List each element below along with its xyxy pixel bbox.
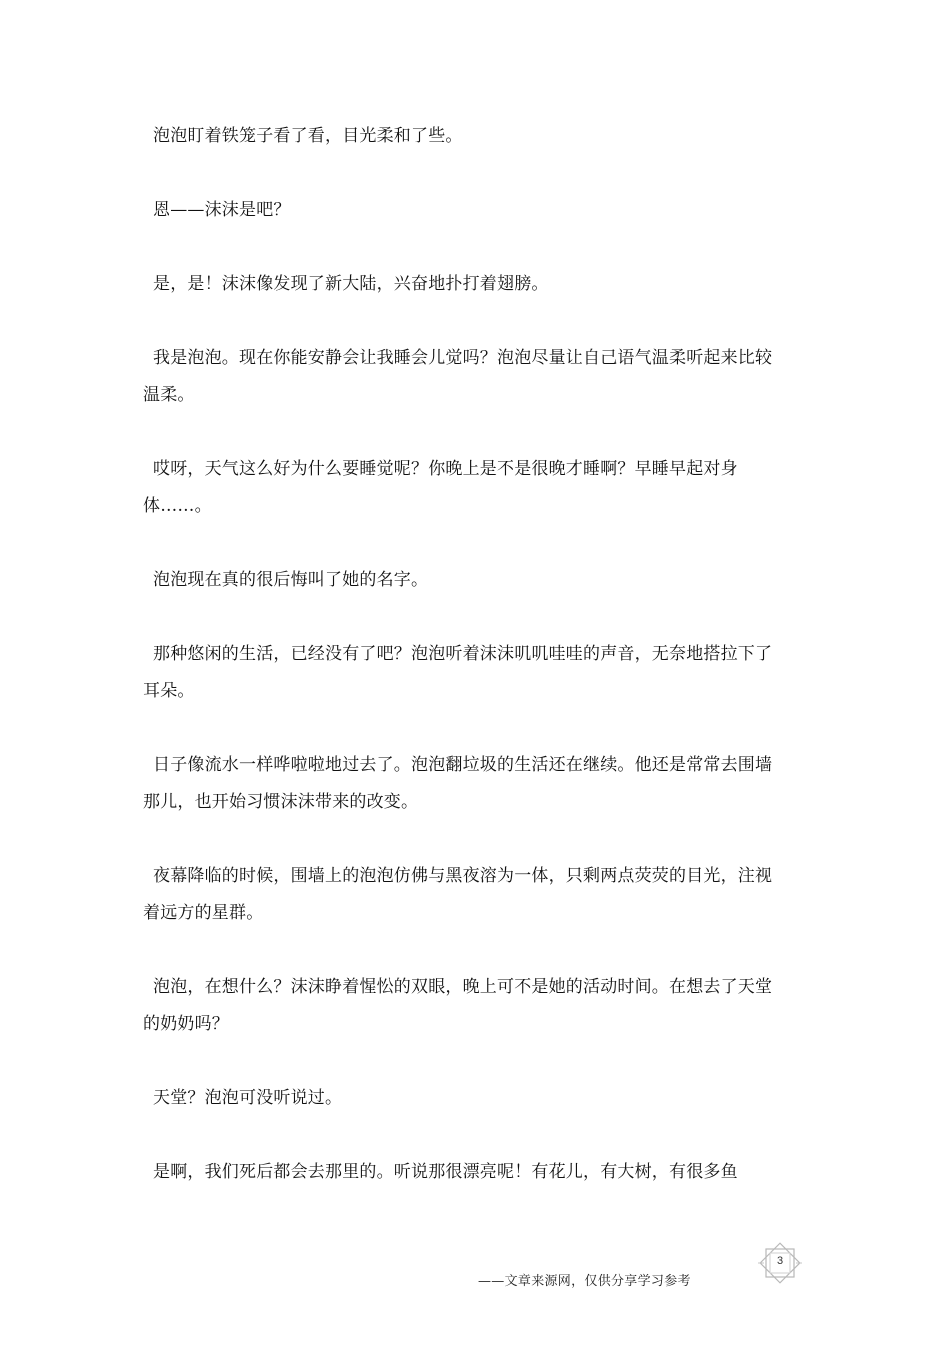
paragraph: 日子像流水一样哗啦啦地过去了。泡泡翻垃圾的生活还在继续。他还是常常去围墙那儿，也开始习惯沫沫带来的改变。 bbox=[143, 755, 773, 812]
paragraph: 泡泡，在想什么？沫沫睁着惺忪的双眼，晚上可不是她的活动时间。在想去了天堂的奶奶吗？ bbox=[143, 977, 773, 1034]
footer-source-note: ——文章来源网，仅供分享学习参考 bbox=[478, 1274, 691, 1289]
paragraph: 泡泡盯着铁笼子看了看，目光柔和了些。 bbox=[153, 126, 463, 146]
page-number-badge bbox=[756, 1242, 804, 1284]
paragraph: 是啊，我们死后都会去那里的。听说那很漂亮呢！有花儿，有大树，有很多鱼 bbox=[153, 1162, 738, 1182]
paragraph: 那种悠闲的生活，已经没有了吧？泡泡听着沫沫叽叽哇哇的声音，无奈地搭拉下了耳朵。 bbox=[143, 644, 773, 701]
article-body bbox=[143, 118, 773, 1228]
paragraph: 是，是！沫沫像发现了新大陆，兴奋地扑打着翅膀。 bbox=[153, 274, 549, 294]
paragraph: 泡泡现在真的很后悔叫了她的名字。 bbox=[153, 570, 429, 590]
paragraph: 我是泡泡。现在你能安静会让我睡会儿觉吗？泡泡尽量让自己语气温柔听起来比较温柔。 bbox=[143, 348, 773, 405]
paragraph: 天堂？泡泡可没听说过。 bbox=[153, 1088, 343, 1108]
paragraph: 恩——沫沫是吧？ bbox=[153, 200, 291, 220]
page-number: 3 bbox=[776, 1255, 784, 1267]
paragraph: 夜幕降临的时候，围墙上的泡泡仿佛与黑夜溶为一体，只剩两点荧荧的目光，注视着远方的星群。 bbox=[143, 866, 773, 923]
paragraph: 哎呀，天气这么好为什么要睡觉呢？你晚上是不是很晚才睡啊？早睡早起对身体……。 bbox=[143, 459, 738, 516]
